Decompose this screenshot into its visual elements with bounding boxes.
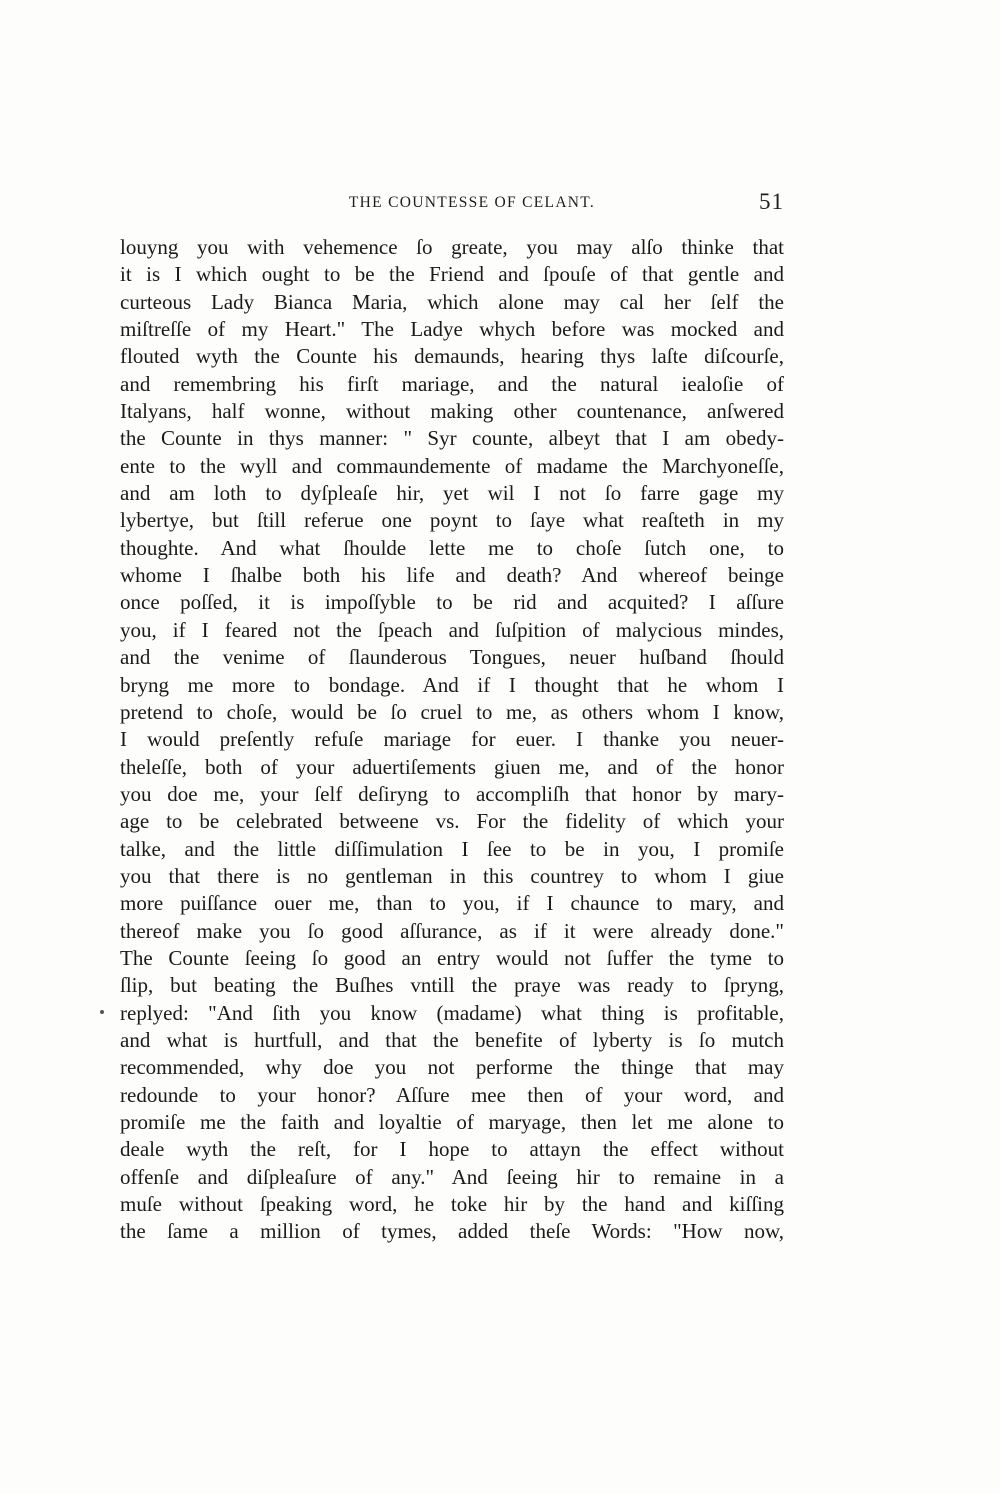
text-line: deale wyth the reſt, for I hope to attayn the effect without — [120, 1137, 784, 1162]
body-text — [120, 234, 784, 1246]
text-line: thoughte. And what ſhoulde lette me to choſe ſutch one, to — [120, 535, 784, 560]
margin-mark — [100, 1010, 104, 1014]
text-line: bryng me more to bondage. And if I thought that he whom I — [120, 672, 784, 697]
text-line: the Counte in thys manner: " Syr counte, albeyt that I am obedy- — [120, 426, 784, 451]
text-line: and what is hurtfull, and that the benefite of lyberty is ſo mutch — [120, 1027, 784, 1052]
text-line: curteous Lady Bianca Maria, which alone may cal her ſelf the — [120, 289, 784, 314]
running-title: THE COUNTESSE OF CELANT. — [348, 194, 596, 211]
text-line: promiſe me the faith and loyaltie of maryage, then let me alone to — [120, 1110, 784, 1134]
text-line: I would preſently refuſe mariage for euer. I thanke you neuer- — [120, 727, 784, 752]
text-line: redounde to your honor? Aſſure mee then of your word, and — [120, 1082, 784, 1107]
text-line: and remembring his firſt mariage, and the natural iealoſie of — [120, 371, 784, 396]
text-line: ſlip, but beating the Buſhes vntill the praye was ready to ſpryng, — [120, 973, 784, 998]
text-line: miſtreſſe of my Heart." The Ladye whych before was mocked and — [120, 317, 784, 342]
text-line: offenſe and diſpleaſure of any." And ſeeing hir to remaine in a — [120, 1164, 784, 1189]
text-line: muſe without ſpeaking word, he toke hir by the hand and kiſſing — [120, 1192, 784, 1217]
text-line: replyed: "And ſith you know (madame) what thing is profitable, — [120, 1000, 784, 1025]
text-line: ente to the wyll and commaundemente of madame the Marchyoneſſe, — [120, 453, 784, 478]
text-line: recommended, why doe you not performe the thinge that may — [120, 1055, 784, 1080]
text-line: whome I ſhalbe both his life and death? And whereof beinge — [120, 563, 784, 588]
text-line: thereof make you ſo good aſſurance, as if it were already done." — [120, 918, 784, 943]
text-line: and the venime of ſlaunderous Tongues, neuer huſband ſhould — [120, 645, 784, 670]
text-line: the ſame a million of tymes, added theſe Words: "How now, — [120, 1219, 784, 1244]
text-line: theleſſe, both of your aduertiſements giuen me, and of the honor — [120, 754, 784, 779]
text-line: more puiſſance ouer me, than to you, if I chaunce to mary, and — [120, 891, 784, 916]
text-line: louyng you with vehemence ſo greate, you may alſo thinke that — [120, 235, 784, 259]
text-line: flouted wyth the Counte his demaunds, hearing thys laſte diſcourſe, — [120, 344, 784, 369]
text-line: you that there is no gentleman in this countrey to whom I giue — [120, 863, 784, 888]
text-line: pretend to choſe, would be ſo cruel to me, as others whom I know, — [120, 699, 784, 724]
page-number: 51 — [759, 189, 784, 214]
text-line: it is I which ought to be the Friend and ſpouſe of that gentle and — [120, 262, 784, 287]
running-head — [120, 189, 784, 222]
text-line: and am loth to dyſpleaſe hir, yet wil I not ſo farre gage my — [120, 481, 784, 506]
text-line: you doe me, your ſelf deſiryng to accompliſh that honor by mary- — [120, 781, 784, 806]
text-line: The Counte ſeeing ſo good an entry would not ſuffer the tyme to — [120, 945, 784, 970]
text-line: age to be celebrated betweene vs. For the fidelity of which your — [120, 809, 784, 834]
text-line: Italyans, half wonne, without making other countenance, anſwered — [120, 399, 784, 424]
text-line: you, if I feared not the ſpeach and ſuſpition of malycious mindes, — [120, 617, 784, 642]
text-line: talke, and the little diſſimulation I ſee to be in you, I promiſe — [120, 836, 784, 861]
text-line: once poſſed, it is impoſſyble to be rid and acquited? I aſſure — [120, 590, 784, 615]
text-line: lybertye, but ſtill referue one poynt to ſaye what reaſteth in my — [120, 508, 784, 533]
